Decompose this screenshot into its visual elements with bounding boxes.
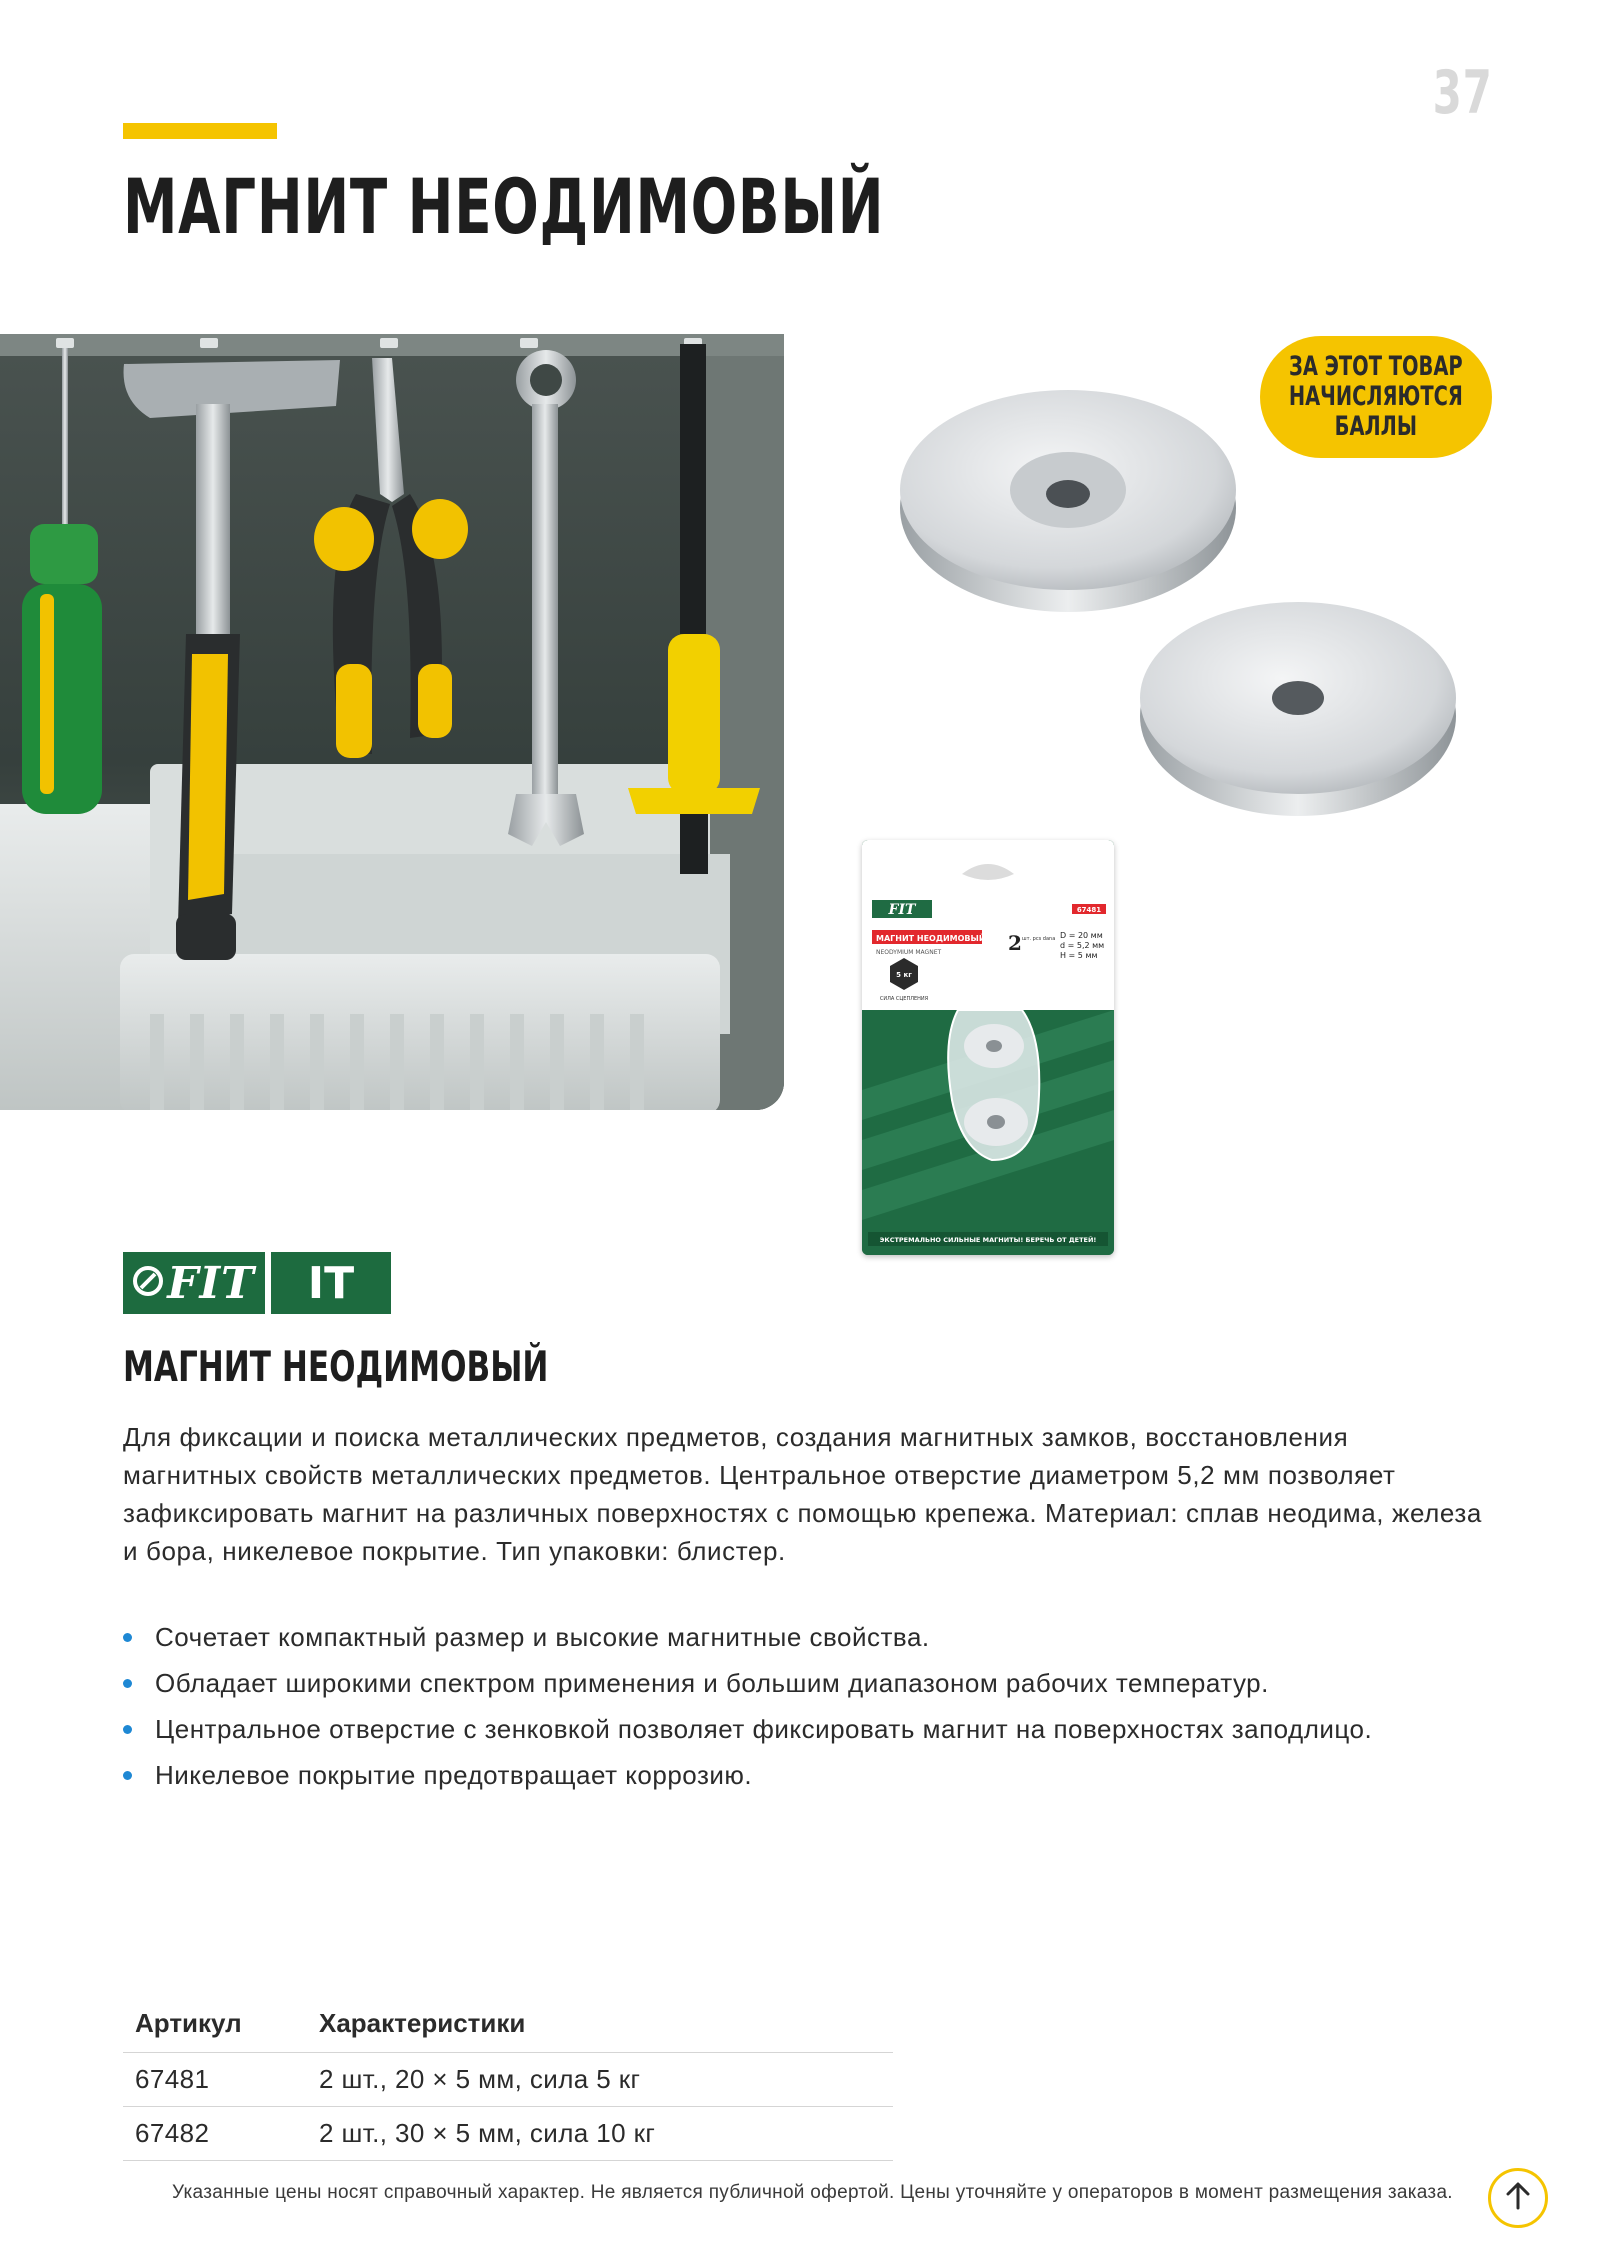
page-title: МАГНИТ НЕОДИМОВЫЙ	[123, 162, 885, 251]
bullet-icon	[123, 1725, 132, 1734]
specs-article: 67481	[123, 2052, 307, 2106]
page-number: 37	[1432, 58, 1492, 128]
package-dim-h: H = 5 мм	[1060, 951, 1098, 960]
package-dim-hole: d = 5,2 мм	[1060, 941, 1105, 950]
package-label-en: NEODYMIUM MAGNET	[876, 949, 942, 956]
bullet-icon	[123, 1633, 132, 1642]
feature-text: Обладает широкими спектром применения и большим диапазоном рабочих температур.	[155, 1668, 1269, 1698]
package-force-value: 5 кг	[896, 971, 912, 979]
specs-header-row	[123, 1996, 893, 2052]
feature-item	[123, 1660, 1372, 1706]
brand-logo-it	[271, 1252, 391, 1314]
specs-characteristics: 2 шт., 20 × 5 мм, сила 5 кг	[307, 2052, 893, 2106]
package-warning: ЭКСТРЕМАЛЬНО СИЛЬНЫЕ МАГНИТЫ! БЕРЕЧЬ ОТ ДЕТЕЙ!	[879, 1236, 1097, 1244]
package-count-unit: шт. pcs dana	[1022, 936, 1056, 942]
bullet-icon	[123, 1679, 132, 1688]
brand-logo	[123, 1252, 391, 1314]
specs-table	[123, 1996, 893, 2161]
product-title: МАГНИТ НЕОДИМОВЫЙ	[123, 1342, 549, 1391]
package-count: 2	[1008, 931, 1022, 955]
package-brand: FIT	[888, 902, 916, 918]
arrow-up-icon	[1504, 2181, 1532, 2216]
package-label: МАГНИТ НЕОДИМОВЫЙ	[876, 934, 986, 943]
points-badge-text: ЗА ЭТОТ ТОВАР НАЧИСЛЯЮТСЯ БАЛЛЫ	[1289, 351, 1463, 442]
specs-characteristics: 2 шт., 30 × 5 мм, сила 10 кг	[307, 2106, 893, 2160]
feature-item	[123, 1706, 1372, 1752]
product-description: Для фиксации и поиска металлических предметов, создания магнитных замков, восстановления магнитных свойств металлических предметов. Центральное отверстие диаметром 5,2 мм позволяет зафиксировать магнит на различных поверхностях с помощью крепежа. Материал: сплав неодима, железа и бора, никелевое покрытие. Тип упаковки: блистер.	[123, 1422, 1482, 1566]
table-row	[123, 2052, 893, 2106]
brand-name: FIT	[167, 1257, 255, 1309]
package-dim-d: D = 20 мм	[1060, 931, 1103, 940]
specs-article: 67482	[123, 2106, 307, 2160]
bullet-icon	[123, 1771, 132, 1780]
specs-header-article: Артикул	[123, 1996, 307, 2052]
feature-text: Центральное отверстие с зенковкой позволяет фиксировать магнит на поверхностях заподлицо.	[155, 1714, 1373, 1744]
brand-logo-fit	[123, 1252, 265, 1314]
table-row	[123, 2106, 893, 2160]
feature-item	[123, 1614, 1372, 1660]
footer-disclaimer: Указанные цены носят справочный характер. Не является публичной офертой. Цены уточняйте у операторов в момент размещения заказа.	[172, 2182, 1453, 2203]
scroll-up-button[interactable]	[1488, 2168, 1548, 2228]
package-force: СИЛА СЦЕПЛЕНИЯ	[879, 996, 929, 1002]
blister-package	[862, 840, 1114, 1255]
feature-text: Никелевое покрытие предотвращает коррозию.	[155, 1760, 753, 1790]
tools-photo	[0, 334, 784, 1110]
feature-item	[123, 1752, 1372, 1798]
specs-header-characteristics: Характеристики	[307, 1996, 893, 2052]
brand-suffix: IT	[307, 1257, 355, 1309]
feature-text: Сочетает компактный размер и высокие магнитные свойства.	[155, 1622, 930, 1652]
package-article: 67481	[1076, 906, 1102, 914]
feature-list	[123, 1614, 1372, 1798]
wrench-icon	[133, 1266, 163, 1301]
accent-bar	[123, 123, 277, 139]
magnets-illustration	[880, 380, 1480, 840]
